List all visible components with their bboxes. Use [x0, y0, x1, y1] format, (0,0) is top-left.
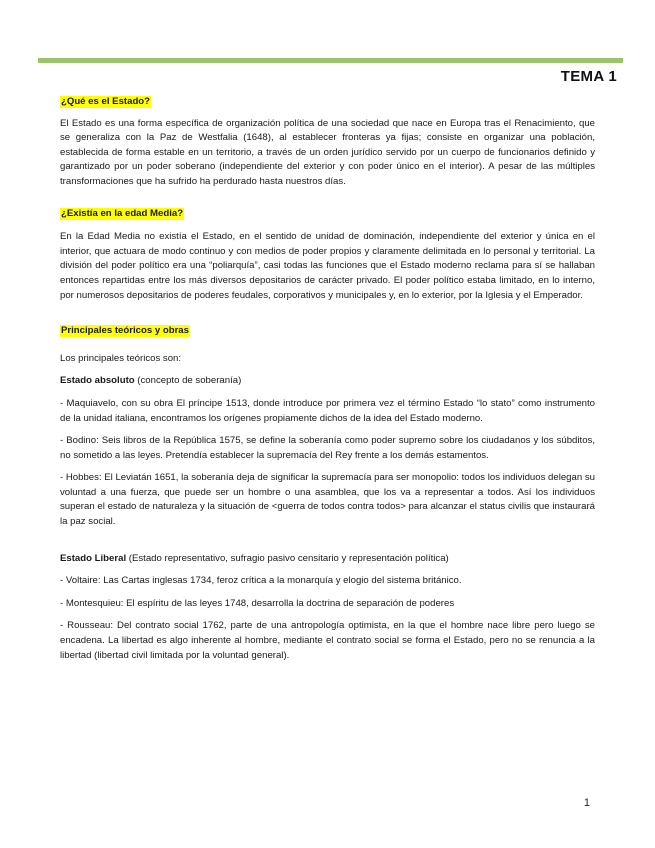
paragraph-edad-media: En la Edad Media no existía el Estado, en el sentido de unidad de dominación, independiente del exterior y única en el interior, que actuara de modo continuo y con medios de poder propios y claramente delimitada en lo personal y territorial. La división del poder político era una “poliarquía”, casi todas las funciones que el Estado moderno reclama para sí se hallaban entonces repartidas entre los más diversos depositarios de carácter privado. El poder político estaba limitado, en lo interno, por numerosos depositarios de poderes feudales, corporativos y municipales y, en lo exterior, por la Iglesia y el Emperador.: [60, 231, 595, 301]
list-item-rousseau: - Rousseau: Del contrato social 1762, parte de una antropología optimista, en la que el hombre nace libre pero luego se encadena. La libertad es algo inherente al hombre, mediante el contrato social se forma el Estado, pero no se renuncia a la libertad (libertad civil limitada por la voluntad general).: [60, 620, 595, 661]
page-title: TEMA 1: [560, 68, 617, 85]
document-body: [60, 95, 595, 663]
list-item-voltaire: - Voltaire: Las Cartas inglesas 1734, feroz crítica a la monarquía y elogio del sistema británico.: [60, 575, 462, 587]
list-item-hobbes: - Hobbes: El Leviatán 1651, la soberanía deja de significar la supremacía para ser monopolio: todos los individuos delegan su voluntad a una fuerza, que puede ser un hombre o una asamblea, que los va a representar a todos. Así los individuos superan el estado de naturaleza y la situación de <guerra de todos contra todos> para alcanzar el status civilis que instaurará la paz social.: [60, 472, 595, 528]
page-number: 1: [583, 797, 590, 809]
subheading-estado-liberal-detail: (Estado representativo, sufragio pasivo censitario y representación política): [126, 552, 449, 564]
list-item-bodino: - Bodino: Seis libros de la República 1575, se define la soberanía como poder supremo sobre los ciudadanos y los súbditos, no sometido a las leyes. Pretendía establecer la supremacía del Rey frente a los demás estamentos.: [60, 435, 595, 461]
teoricos-intro: Los principales teóricos son:: [60, 352, 182, 364]
list-item-maquiavelo: - Maquiavelo, con su obra El príncipe 1513, donde introduce por primera vez el término Estado “lo stato” como instrumento de la unidad italiana, encontramos los orígenes propiamente dichos de la idea del Estado moderno.: [60, 397, 595, 424]
list-item-montesquieu: - Montesquieu: El espíritu de las leyes 1748, desarrolla la doctrina de separación de poderes: [60, 597, 455, 609]
subheading-estado-absoluto-title: Estado absoluto: [60, 375, 135, 387]
subheading-estado-liberal: [60, 552, 595, 567]
subheading-estado-absoluto-detail: (concepto de soberanía): [134, 375, 242, 387]
paragraph-que-es-estado: El Estado es una forma específica de organización política de una sociedad que nace en Europa tras el Renacimiento, que se generaliza con la Paz de Westfalia (1648), al establecer fronteras ya fijas; consiste en organizar una población, establecida de forma estable en un territorio, a través de un orden jurídico servido por un cuerpo de funcionarios definido y garantizado por un poder soberano (independiente del exterior y con poder único en el interior). A pesar de las múltiples transformaciones que ha sufrido ha perdurado hasta nuestros días.: [60, 117, 595, 187]
heading-teoricos: Principales teóricos y obras: [61, 325, 189, 337]
heading-edad-media: ¿Existía en la edad Media?: [61, 207, 184, 219]
heading-que-es-estado: ¿Qué es el Estado?: [61, 96, 151, 107]
subheading-estado-liberal-title: Estado Liberal: [60, 552, 127, 564]
header-rule: [38, 58, 623, 63]
subheading-estado-absoluto: [60, 374, 595, 389]
